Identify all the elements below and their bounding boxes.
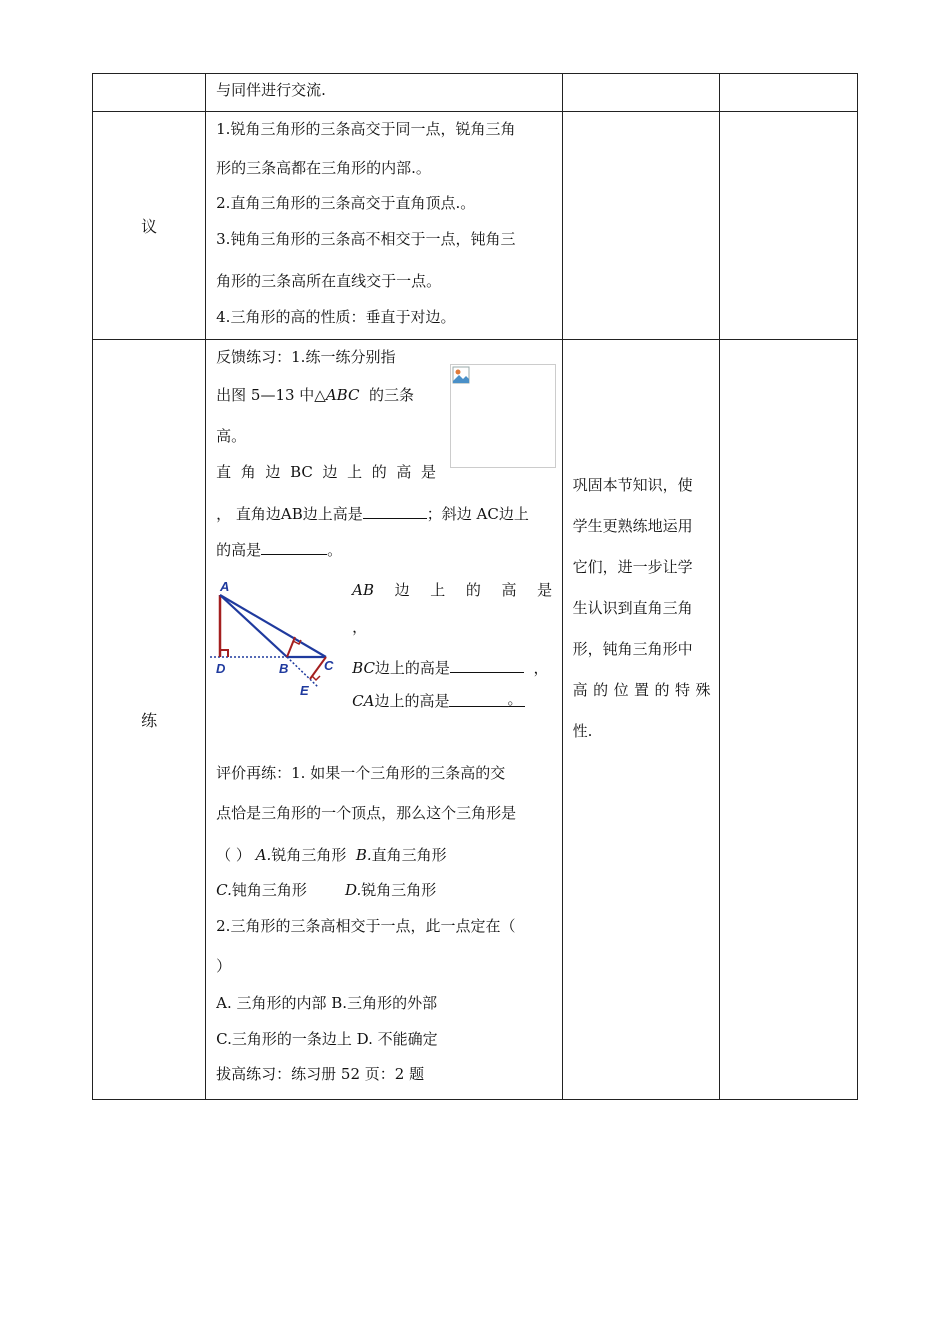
table-row xyxy=(93,74,858,112)
text: 边上的高是 xyxy=(374,659,450,677)
option-letter: B. xyxy=(355,846,372,864)
broken-image-icon xyxy=(452,366,470,384)
word: 高 xyxy=(572,681,588,699)
word: 是 xyxy=(421,463,437,481)
feedback-line: 高。 xyxy=(216,427,247,445)
side-ac xyxy=(220,595,326,657)
vertex-label-b: B xyxy=(279,661,289,676)
image-placeholder xyxy=(450,364,556,468)
word: 角 xyxy=(240,463,256,481)
text: 出图 5—13 中△ xyxy=(216,386,326,404)
word: 置 xyxy=(634,681,650,699)
note-line xyxy=(573,599,711,640)
answer-blank[interactable] xyxy=(363,504,427,519)
content-cell xyxy=(206,340,562,1100)
word: AB xyxy=(352,581,374,599)
note-line xyxy=(573,517,711,558)
lesson-table xyxy=(92,73,858,1100)
text-line: 形的三条高都在三角形的内部.。 xyxy=(216,159,431,177)
text: 性. xyxy=(572,722,593,740)
text: ， xyxy=(533,659,549,677)
option-text: 直角三角形 xyxy=(371,846,447,864)
word: 的 xyxy=(654,681,670,699)
text-line: 3.钝角三角形的三条高不相交于一点，钝角三 xyxy=(216,230,516,248)
row-label xyxy=(93,74,206,112)
obtuse-line: ， xyxy=(352,618,368,636)
text-line: 4.三角形的高的性质：垂直于对边。 xyxy=(216,308,456,326)
text: 形，钝角三角形中 xyxy=(572,640,693,658)
text-line: 与同伴进行交流. xyxy=(216,81,326,99)
vertex-label-a: A xyxy=(220,579,230,594)
word: 边 xyxy=(394,581,410,599)
answer-blank[interactable] xyxy=(261,540,327,555)
review-line: C.三角形的一条边上 D. 不能确定 xyxy=(216,1030,438,1048)
word: 高 xyxy=(501,581,517,599)
word: 直 xyxy=(216,463,232,481)
review-line: 评价再练：1. 如果一个三角形的三条高的交 xyxy=(216,764,506,782)
review-line xyxy=(216,846,447,864)
text: ；斜边 AC边上 xyxy=(426,505,529,523)
answer-blank[interactable] xyxy=(449,692,525,707)
obtuse-line xyxy=(352,581,552,599)
note-line xyxy=(573,722,711,763)
word: 位 xyxy=(613,681,629,699)
text-line: 2.直角三角形的三条高交于直角顶点.。 xyxy=(216,194,476,212)
obtuse-line xyxy=(352,692,525,710)
altitude-from-b xyxy=(287,637,295,657)
content-cell xyxy=(206,74,562,112)
row-label-lian: 练 xyxy=(93,340,206,1100)
note-line xyxy=(573,558,711,599)
text: 边上的高是 xyxy=(374,692,450,710)
review-line: A. 三角形的内部 B.三角形的外部 xyxy=(216,994,438,1012)
note-line xyxy=(573,681,711,722)
purpose-cell xyxy=(562,340,719,1100)
word: 边 xyxy=(265,463,281,481)
empty-cell xyxy=(719,74,857,112)
word: 边 xyxy=(322,463,338,481)
obtuse-triangle-figure xyxy=(206,575,346,700)
text: 学生更熟练地运用 xyxy=(572,517,693,535)
word: 的 xyxy=(371,463,387,481)
review-line: 拔高练习：练习册 52 页：2 题 xyxy=(216,1065,425,1083)
obtuse-line xyxy=(352,658,548,677)
option-text: 锐角三角形 xyxy=(271,846,347,864)
word: 的 xyxy=(465,581,481,599)
feedback-line xyxy=(216,463,436,481)
review-line: 点恰是三角形的一个顶点，那么这个三角形是 xyxy=(216,804,517,822)
text: 的三条 xyxy=(369,386,415,404)
word: 殊 xyxy=(695,681,711,699)
empty-cell xyxy=(562,74,719,112)
word: 上 xyxy=(430,581,446,599)
text: ， 直角边AB边上高是 xyxy=(216,505,363,523)
text-line: 角形的三条高所在直线交于一点。 xyxy=(216,272,442,290)
empty-cell xyxy=(719,112,857,340)
feedback-line: 反馈练习：1.练一练分别指 xyxy=(216,348,396,366)
option-letter: C. xyxy=(216,881,232,899)
empty-cell xyxy=(719,340,857,1100)
review-line: 2.三角形的三条高相交于一点，此一点定在（ xyxy=(216,917,516,935)
option-text: 钝角三角形 xyxy=(231,881,307,899)
option-letter: D. xyxy=(345,881,362,899)
right-angle-mark xyxy=(312,676,320,680)
answer-blank[interactable] xyxy=(450,658,524,673)
table-row xyxy=(93,340,858,1100)
text: 。 xyxy=(327,541,343,559)
side-name: BC xyxy=(352,659,375,677)
side-ab xyxy=(220,595,287,657)
note-line xyxy=(573,476,711,517)
text-line: 1.锐角三角形的三条高交于同一点，锐角三角 xyxy=(216,120,516,138)
text: 生认识到直角三角 xyxy=(572,599,693,617)
feedback-line xyxy=(216,386,414,404)
vertex-label-d: D xyxy=(216,661,226,676)
text: 巩固本节知识，使 xyxy=(572,476,693,494)
purpose-note xyxy=(573,476,711,763)
option-letter: A. xyxy=(255,846,272,864)
triangle-name: ABC xyxy=(325,386,360,404)
word: 特 xyxy=(675,681,691,699)
text: 。 xyxy=(507,690,523,708)
word: 的 xyxy=(593,681,609,699)
side-name: CA xyxy=(352,692,375,710)
option-text: 锐角三角形 xyxy=(361,881,437,899)
word: 是 xyxy=(537,581,553,599)
vertex-label-e: E xyxy=(300,683,309,698)
review-line xyxy=(216,881,436,899)
answer-paren[interactable]: （ ） xyxy=(216,846,251,864)
review-line: ） xyxy=(216,957,232,975)
empty-cell xyxy=(562,112,719,340)
word: 上 xyxy=(347,463,363,481)
text: 它们，进一步让学 xyxy=(572,558,693,576)
vertex-label-c: C xyxy=(324,658,334,673)
word: BC xyxy=(290,463,313,481)
feedback-line xyxy=(216,504,529,523)
content-cell xyxy=(206,112,562,340)
note-line xyxy=(573,640,711,681)
feedback-line xyxy=(216,540,342,559)
row-label-yi: 议 xyxy=(93,112,206,340)
table-row xyxy=(93,112,858,340)
word: 高 xyxy=(396,463,412,481)
text: 的高是 xyxy=(216,541,262,559)
